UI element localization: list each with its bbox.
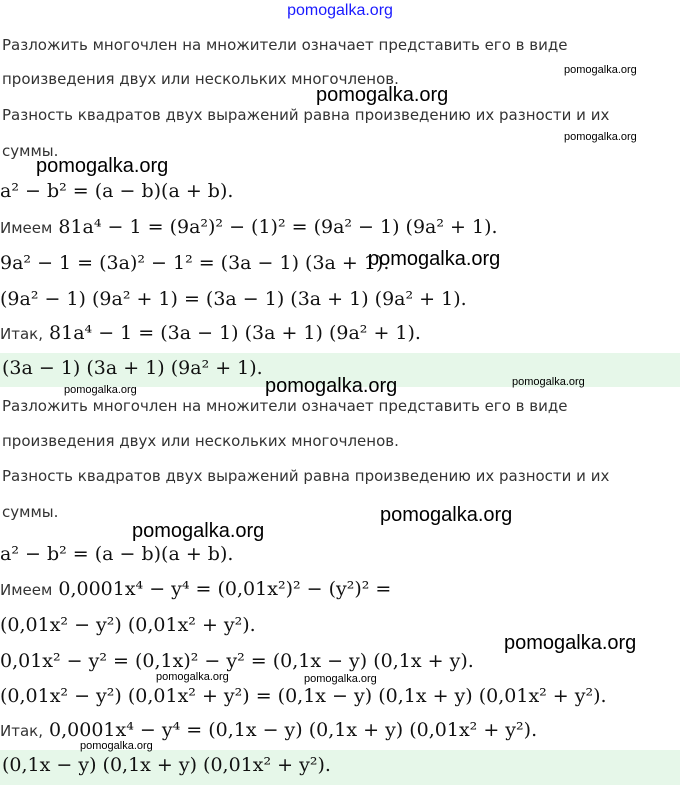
watermark: pomogalka.org — [265, 375, 398, 397]
definition-line-2: произведения двух или нескольких многочленов. — [2, 432, 399, 450]
solution-step-3: (0,01x² − y²) (0,01x² + y²) = (0,1x − y) (0,1x + y) (0,01x² + y²). — [0, 685, 607, 707]
watermark: pomogalka.org — [304, 673, 377, 685]
rule-line-1: Разность квадратов двух выражений равна произведению их разности и их — [2, 106, 610, 124]
solution-step-4 — [0, 322, 421, 344]
watermark: pomogalka.org — [564, 131, 637, 143]
answer-box — [0, 750, 680, 785]
solution-step-1 — [0, 578, 391, 600]
watermark: pomogalka.org — [316, 84, 449, 106]
solution-step-2: 9a² − 1 = (3a)² − 1² = (3a − 1) (3a + 1). — [0, 252, 390, 274]
watermark: pomogalka.org — [380, 504, 513, 526]
solution-step-1-continued: (0,01x² − y²) (0,01x² + y²). — [0, 614, 256, 636]
step-expression: 81a⁴ − 1 = (9a²)² − (1)² = (9a² − 1) (9a² + 1). — [58, 216, 498, 238]
step-expression: 0,0001x⁴ − y⁴ = (0,01x²)² − (y²)² = — [58, 578, 392, 600]
step-expression: 81a⁴ − 1 = (3a − 1) (3a + 1) (9a² + 1). — [49, 322, 421, 344]
watermark: pomogalka.org — [564, 64, 637, 76]
watermark: pomogalka.org — [36, 155, 169, 177]
answer-expression: (3a − 1) (3a + 1) (9a² + 1). — [2, 357, 263, 379]
watermark: pomogalka.org — [156, 671, 229, 683]
difference-of-squares-formula: a² − b² = (a − b)(a + b). — [0, 180, 234, 202]
watermark: pomogalka.org — [512, 376, 585, 388]
watermark: pomogalka.org — [132, 520, 265, 542]
step-label: Имеем — [0, 581, 53, 599]
site-header-link[interactable]: pomogalka.org — [287, 2, 393, 19]
step-label: Итак, — [0, 722, 43, 740]
definition-line-2: произведения двух или нескольких многочленов. — [2, 70, 399, 88]
rule-line-2: суммы. — [2, 142, 59, 160]
definition-line-1: Разложить многочлен на множители означает представить его в виде — [2, 36, 568, 54]
solution-step-4 — [0, 719, 537, 741]
watermark: pomogalka.org — [368, 248, 501, 270]
answer-expression: (0,1x − y) (0,1x + y) (0,01x² + y²). — [2, 754, 331, 776]
watermark: pomogalka.org — [504, 632, 637, 654]
step-label: Итак, — [0, 325, 43, 343]
definition-line-1: Разложить многочлен на множители означает представить его в виде — [2, 397, 568, 415]
step-expression: 0,0001x⁴ − y⁴ = (0,1x − y) (0,1x + y) (0,01x² + y²). — [49, 719, 538, 741]
watermark: pomogalka.org — [80, 740, 153, 752]
rule-line-2: суммы. — [2, 503, 59, 521]
step-label: Имеем — [0, 219, 53, 237]
solution-step-2: 0,01x² − y² = (0,1x)² − y² = (0,1x − y) (0,1x + y). — [0, 650, 474, 672]
solution-step-1 — [0, 216, 498, 238]
solution-step-3: (9a² − 1) (9a² + 1) = (3a − 1) (3a + 1) (9a² + 1). — [0, 288, 467, 310]
difference-of-squares-formula: a² − b² = (a − b)(a + b). — [0, 543, 234, 565]
rule-line-1: Разность квадратов двух выражений равна произведению их разности и их — [2, 467, 610, 485]
watermark: pomogalka.org — [64, 384, 137, 396]
